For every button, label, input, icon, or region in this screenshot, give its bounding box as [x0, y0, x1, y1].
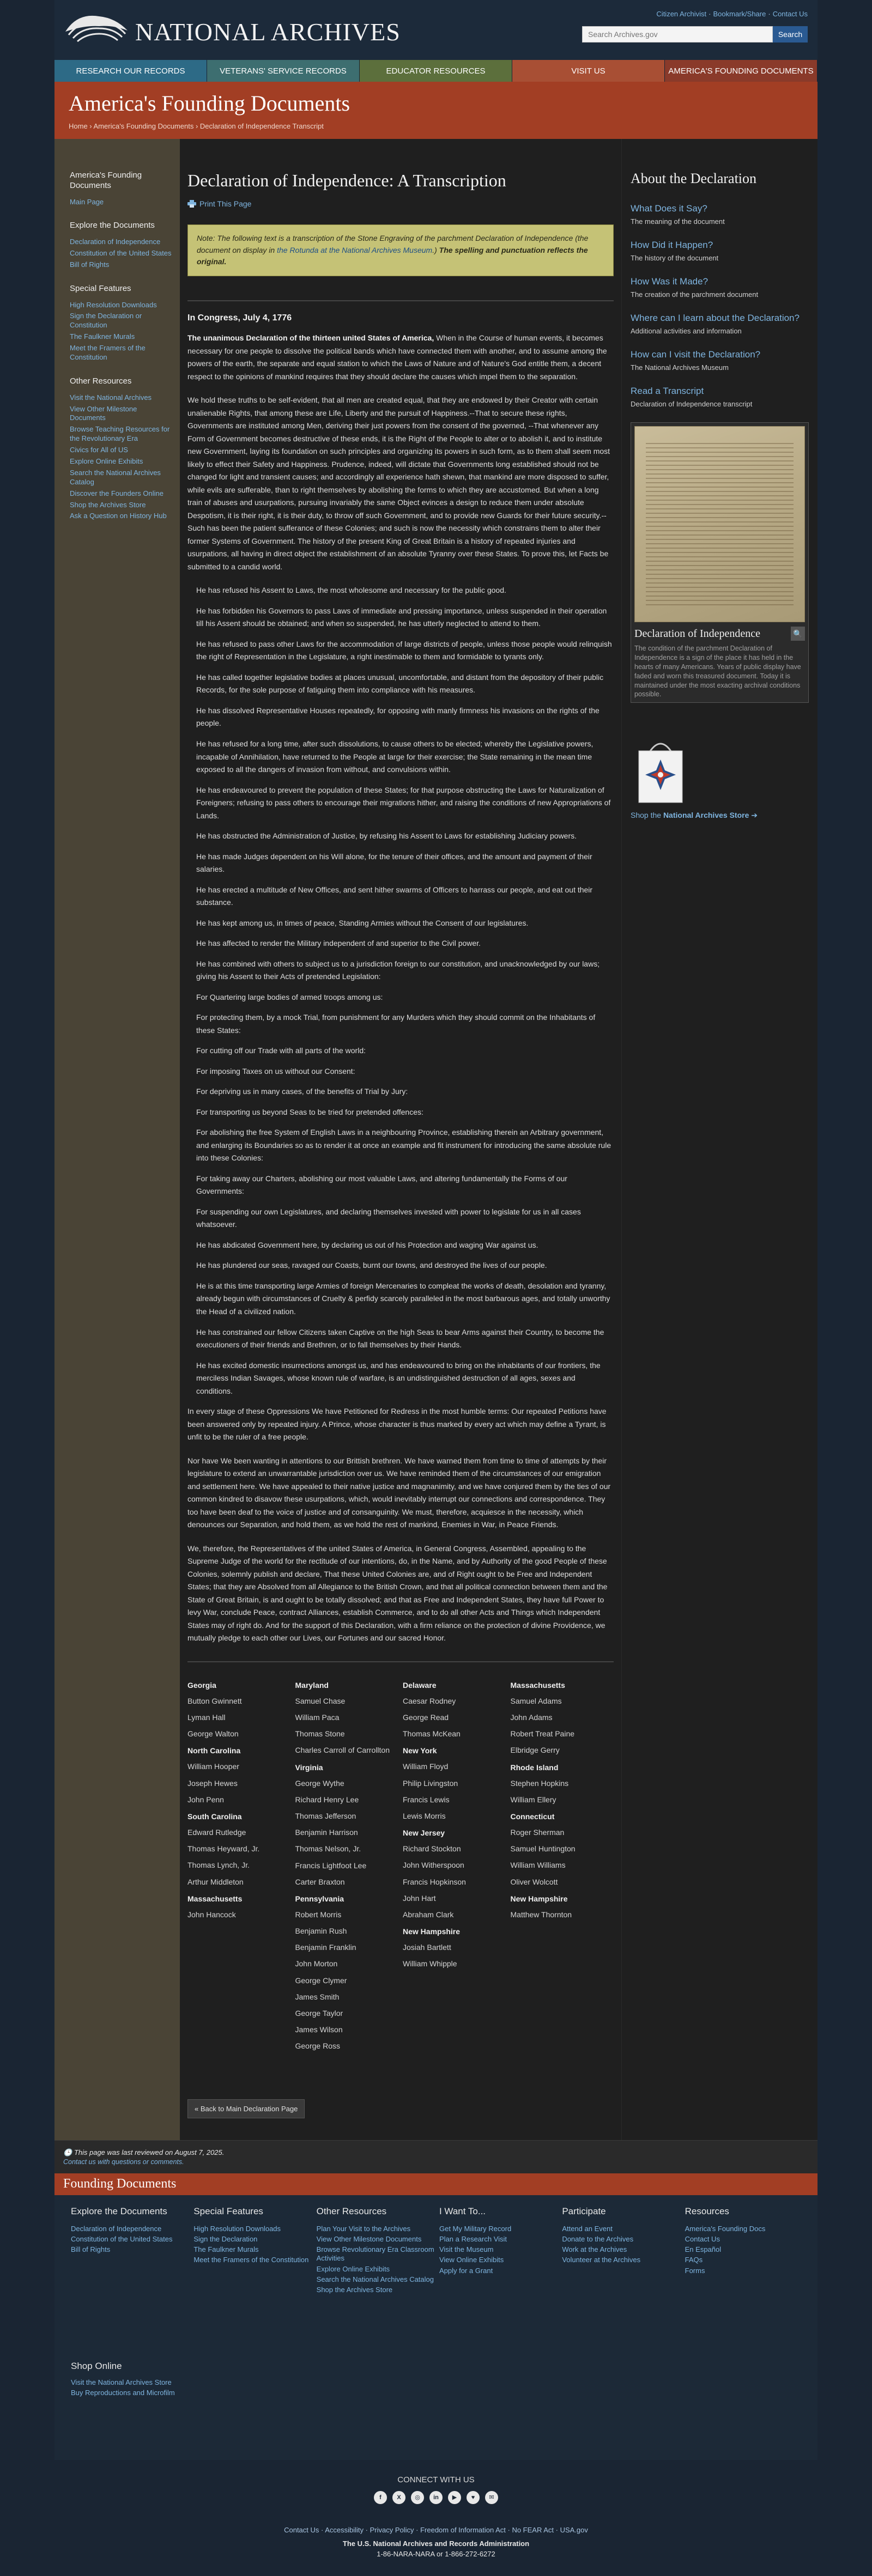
signer-name: Benjamin Harrison — [295, 1828, 358, 1837]
grievance-item: He has combined with others to subject us to a jurisdiction foreign to our constitution, and unacknowledged by our laws; giving his Assent to their Acts of pretended Legislation: — [196, 959, 600, 981]
review-bar — [55, 2140, 818, 2173]
footer-link[interactable]: Search the National Archives Catalog — [316, 2275, 434, 2283]
bookmark-share-link[interactable]: Bookmark/Share — [713, 10, 766, 18]
left-link[interactable]: Visit the National Archives — [70, 393, 152, 402]
footer-link[interactable]: Sign the Declaration — [193, 2234, 258, 2243]
site-search — [582, 26, 808, 42]
grievance-item: He has forbidden his Governors to pass Laws of immediate and pressing importance, unless suspended in their operation till his Assent should be obtained; and when so suspended, he has utterly neglected to attend to them. — [196, 606, 607, 628]
footer-link[interactable]: Get My Military Record — [439, 2224, 512, 2233]
signer-name: Thomas Lynch, Jr. — [187, 1861, 250, 1870]
signature-state: Maryland — [295, 1680, 329, 1690]
left-link[interactable]: High Resolution Downloads — [70, 300, 157, 309]
signer-name: George Ross — [295, 2042, 340, 2051]
grievance-item: He has excited domestic insurrections amongst us, and has endeavoured to bring on the inhabitants of our frontiers, the merciless Indian Savages, whose known rule of warfare, is an undistinguished destruction of all ages, sexes and conditions. — [196, 1360, 601, 1395]
signer-name: Thomas McKean — [403, 1729, 461, 1739]
separator: · — [708, 10, 711, 18]
footer-link[interactable]: View Other Milestone Documents — [316, 2234, 422, 2243]
phone-number: 1-86-NARA-NARA or 1-866-272-6272 — [377, 2549, 495, 2558]
main-content — [180, 139, 621, 2140]
legal-link[interactable]: USA.gov — [560, 2525, 588, 2534]
about-link[interactable]: How Did it Happen? — [631, 240, 713, 250]
footer-link[interactable]: Plan Your Visit to the Archives — [316, 2224, 411, 2233]
footer-link[interactable]: Buy Reproductions and Microfilm — [71, 2388, 175, 2397]
separator: · — [414, 2525, 421, 2534]
grievance-item: He has dissolved Representative Houses repeatedly, for opposing with manly firmness his invasions on the rights of the people. — [196, 706, 600, 728]
signer-name: Roger Sherman — [510, 1827, 565, 1837]
grievance-item: For suspending our own Legislatures, and declaring themselves invested with power to legislate for us in all cases whatsoever. — [196, 1207, 581, 1229]
signer-name: Edward Rutledge — [187, 1827, 246, 1837]
about-link[interactable]: Read a Transcript — [631, 386, 704, 396]
signer-name: William Hooper — [187, 1762, 239, 1771]
signer-name: Joseph Hewes — [187, 1778, 238, 1788]
left-group-title: Other Resources — [70, 376, 132, 386]
footer-link[interactable]: View Online Exhibits — [439, 2256, 504, 2264]
printer-icon — [187, 200, 196, 208]
grievance-item: He has constrained our fellow Citizens taken Captive on the high Seas to bear Arms against their Country, to become the executioners of their friends and Brethren, or to fall themselves by their Hands. — [196, 1327, 604, 1350]
footer-column — [562, 2206, 685, 2359]
left-link[interactable]: Constitution of the United States — [70, 249, 172, 258]
grievance-item: For protecting them, by a mock Trial, from punishment for any Murders which they should commit on the Inhabitants of these States: — [196, 1013, 596, 1035]
grievance-item: He has endeavoured to prevent the population of these States; for that purpose obstructing the Laws for Naturalization of Foreigners; refusing to pass others to encourage their migrations hither, and raising the conditions of new Appropriations of Lands. — [196, 785, 611, 820]
signer-name: John Hart — [403, 1893, 436, 1903]
breadcrumb[interactable]: Home › America's Founding Documents › Declaration of Independence Transcript — [69, 122, 324, 130]
transcription-note — [187, 224, 614, 276]
nav-educator-resources[interactable]: EDUCATOR RESOURCES — [360, 60, 512, 82]
footer-link[interactable]: High Resolution Downloads — [193, 2224, 281, 2233]
left-link[interactable]: Meet the Framers of the Constitution — [70, 344, 146, 362]
left-link[interactable]: The Faulkner Murals — [70, 332, 135, 341]
grievance-item: For cutting off our Trade with all parts of the world: — [196, 1046, 366, 1055]
petitions-paragraph: In every stage of these Oppressions We have Petitioned for Redress in the most humble terms: Our repeated Petitions have been answered only by repeated injury. A Prince, whose character is thus marked by every act which may define a Tyrant, is unfit to be the ruler of a free people. — [187, 1407, 607, 1442]
footer-column-title: Resources — [685, 2206, 729, 2216]
signer-name: Francis Lewis — [403, 1795, 450, 1804]
signer-name: John Witherspoon — [403, 1861, 464, 1870]
footer-column — [439, 2206, 562, 2359]
left-link[interactable]: Search the National Archives Catalog — [70, 468, 161, 486]
grievance-item: He is at this time transporting large Armies of foreign Mercenaries to compleat the works of death, desolation and tyranny, already begun with circumstances of Cruelty & perfidy scarcely paralleled in the most barbarous ages, and totally unworthy the Head of a civilized nation. — [196, 1281, 610, 1316]
contact-us-link[interactable]: Contact Us — [772, 10, 808, 18]
signer-name: William Williams — [510, 1861, 566, 1870]
footer-link[interactable]: Plan a Research Visit — [439, 2234, 507, 2243]
zoom-icon[interactable]: 🔍 — [791, 627, 805, 641]
declaration-image-card — [631, 422, 809, 703]
signer-name: Matthew Thornton — [510, 1910, 572, 1919]
footer-link[interactable]: Meet the Framers of the Constitution — [193, 2256, 309, 2264]
about-link[interactable]: How Was it Made? — [631, 276, 708, 287]
image-description: The condition of the parchment Declaration of Independence is a sign of the place it has held in the hearts of many Americans. Years of public display have faded and worn this treasured document. Today it is maintained under the most exacting archival conditions possible. — [634, 645, 801, 698]
signer-name: Robert Treat Paine — [510, 1729, 575, 1739]
signer-name: Samuel Adams — [510, 1696, 562, 1705]
left-group-title: Special Features — [70, 283, 131, 293]
signer-name: Lewis Morris — [403, 1811, 446, 1820]
left-link[interactable]: Browse Teaching Resources for the Revolutionary Era — [70, 425, 170, 443]
arrow-right-icon: ➔ — [749, 811, 758, 820]
signer-name: Carter Braxton — [295, 1877, 345, 1886]
footer-shop — [55, 2359, 818, 2460]
store-bag-image[interactable] — [631, 736, 691, 804]
signer-name: Thomas Stone — [295, 1729, 345, 1739]
left-group-title: America's Founding Documents — [70, 171, 142, 190]
footer-column-title: Other Resources — [316, 2206, 387, 2216]
footer-column-title: I Want To... — [439, 2206, 486, 2216]
about-desc: The history of the document — [631, 254, 719, 262]
footer-link[interactable]: Attend an Event — [562, 2224, 613, 2233]
legal-link[interactable]: Privacy Policy — [370, 2525, 414, 2534]
signer-name: Charles Carroll of Carrollton — [295, 1746, 390, 1755]
left-link-main-page[interactable]: Main Page — [70, 197, 104, 206]
signature-state: South Carolina — [187, 1812, 242, 1821]
email-icon[interactable]: ✉ — [485, 2491, 498, 2504]
store-prefix: Shop the — [631, 811, 663, 820]
about-desc: The creation of the parchment document — [631, 290, 759, 299]
congress-date: In Congress, July 4, 1776 — [187, 313, 292, 323]
search-button[interactable]: Search — [773, 26, 808, 42]
separator: · — [505, 2525, 512, 2534]
legal-link[interactable]: Freedom of Information Act — [420, 2525, 506, 2534]
footer-link[interactable]: Visit the National Archives Store — [71, 2378, 172, 2386]
footer-column-title: Participate — [562, 2206, 606, 2216]
signer-name: Lyman Hall — [187, 1713, 226, 1722]
signature-state: New Jersey — [403, 1828, 445, 1838]
signer-name: Caesar Rodney — [403, 1696, 456, 1705]
print-label: Print This Page — [199, 199, 252, 208]
signer-name: Benjamin Franklin — [295, 1943, 356, 1952]
note-text: .) — [432, 245, 439, 254]
separator: · — [554, 2525, 560, 2534]
footer-link[interactable]: Constitution of the United States — [71, 2234, 173, 2243]
section-banner — [55, 82, 818, 139]
x-icon[interactable]: X — [392, 2491, 405, 2504]
rotunda-link[interactable]: the Rotunda at the National Archives Museum — [277, 245, 433, 254]
nav-visit-us[interactable]: VISIT US — [512, 60, 665, 82]
search-input[interactable] — [582, 26, 773, 42]
main-nav — [55, 60, 818, 82]
review-text: This page was last reviewed on August 7, 2025. — [74, 2148, 225, 2156]
signer-name: George Clymer — [295, 1976, 347, 1985]
left-link[interactable]: Discover the Founders Online — [70, 489, 164, 497]
signer-name: Benjamin Rush — [295, 1927, 347, 1936]
signer-name: Francis Lightfoot Lee — [295, 1861, 367, 1870]
separator: · — [768, 10, 771, 18]
grievance-item: He has obstructed the Administration of Justice, by refusing his Assent to Laws for establishing Judiciary powers. — [196, 831, 577, 841]
back-to-declaration-button[interactable]: « Back to Main Declaration Page — [187, 2099, 305, 2118]
footer-column — [317, 2206, 439, 2359]
grievance-item: He has refused to pass other Laws for the accommodation of large districts of people, unless those people would relinquish the right of Representation in the Legislature, a right inestimable to them and formidable to tyrants only. — [196, 639, 612, 661]
print-page-link[interactable] — [187, 199, 614, 208]
store-link[interactable] — [631, 811, 809, 820]
signer-name: George Walton — [187, 1729, 239, 1739]
left-link[interactable]: Ask a Question on History Hub — [70, 512, 167, 520]
left-link[interactable]: Civics for All of US — [70, 446, 128, 454]
content-area — [55, 139, 818, 2140]
grievance-item: He has kept among us, in times of peace, Standing Armies without the Consent of our legislatures. — [196, 918, 529, 927]
parchment-texture — [646, 443, 794, 605]
eagle-logo-icon — [61, 10, 132, 48]
legal-links — [55, 2526, 818, 2534]
left-link[interactable]: Explore Online Exhibits — [70, 457, 143, 465]
signer-name: Thomas Jefferson — [295, 1811, 356, 1820]
left-sidebar — [55, 139, 180, 2140]
signature-state: Massachusetts — [510, 1680, 565, 1690]
footer-column — [193, 2206, 316, 2359]
signature-state: New York — [403, 1746, 437, 1755]
signer-name: Elbridge Gerry — [510, 1746, 560, 1755]
footer-title: Founding Documents — [63, 2177, 177, 2191]
about-link[interactable]: Where can I learn about the Declaration? — [631, 313, 800, 323]
declaration-paragraph: We, therefore, the Representatives of the united States of America, in General Congress, Assembled, appealing to the Supreme Judge of the world for the rectitude of our intentions, do, in the Name, and by Authority of the good People of these Colonies, solemnly publish and declare, That these United Colonies are, and of Right ought to be Free and Independent States; that they are Absolved from all Allegiance to the British Crown, and that all political connection between them and the State of Great Britain, is and ought to be totally dissolved; and that as Free and Independent States, they have full Power to levy War, conclude Peace, contract Alliances, establish Commerce, and to do all other Acts and Things which Independent States may of right do. And for the support of this Declaration, with a firm reliance on the protection of divine Providence, we mutually pledge to each other our Lives, our Fortunes and our sacred Honor. — [187, 1544, 608, 1643]
signer-name: Philip Livingston — [403, 1778, 458, 1788]
signer-name: Richard Stockton — [403, 1844, 461, 1854]
grievance-item: He has abdicated Government here, by declaring us out of his Protection and waging War against us. — [196, 1240, 538, 1249]
org-name: The U.S. National Archives and Records Administration — [342, 2539, 530, 2548]
signer-name: Oliver Wolcott — [510, 1877, 558, 1886]
signer-name: Samuel Chase — [295, 1696, 346, 1705]
footer-header — [55, 2173, 818, 2195]
left-link[interactable]: Shop the Archives Store — [70, 500, 146, 509]
left-group-title: Explore the Documents — [70, 221, 155, 230]
nav-veterans-records[interactable]: VETERANS' SERVICE RECORDS — [207, 60, 360, 82]
grievance-item: He has made Judges dependent on his Will alone, for the tenure of their offices, and the amount and payment of their salaries. — [196, 852, 592, 874]
signer-name: John Hancock — [187, 1910, 236, 1919]
signature-state: Delaware — [403, 1680, 437, 1690]
left-link[interactable]: Declaration of Independence — [70, 238, 161, 246]
section-title: America's Founding Documents — [69, 91, 350, 116]
signer-name: James Smith — [295, 1992, 340, 2001]
footer-link[interactable]: Bill of Rights — [71, 2245, 111, 2254]
legal-link[interactable]: No FEAR Act — [512, 2525, 554, 2534]
footer-link[interactable]: Visit the Museum — [439, 2245, 494, 2254]
connect-section — [55, 2460, 818, 2576]
separator: · — [319, 2525, 325, 2534]
grievance-item: For abolishing the free System of English Laws in a neighbouring Province, establishing therein an Arbitrary government, and enlarging its Boundaries so as to render it at once an example and fit instrument for introducing the same absolute rule into these Colonies: — [196, 1128, 611, 1163]
footer-columns — [55, 2195, 818, 2359]
shop-title: Shop Online — [71, 2360, 122, 2371]
footer-column — [71, 2206, 193, 2359]
signature-column — [511, 1681, 614, 2058]
signature-state: Massachusetts — [187, 1894, 243, 1903]
facebook-icon[interactable]: f — [374, 2491, 387, 2504]
brethren-paragraph: Nor have We been wanting in attentions to our Brittish brethren. We have warned them from time to time of attempts by their legislature to extend an unwarrantable jurisdiction over us. We have reminded them of the circumstances of our emigration and settlement here. We have appealed to their native justice and magnanimity, and we have conjured them by the ties of our common kindred to disavow these usurpations, which, would inevitably interrupt our connections and correspondence. They too have been deaf to the voice of justice and of consanguinity. We must, therefore, acquiesce in the necessity, which denounces our Separation, and hold them, as we hold the rest of mankind, Enemies in War, in Peace Friends. — [187, 1456, 611, 1529]
footer-column — [685, 2206, 808, 2359]
signature-state: New Hampshire — [510, 1894, 568, 1903]
preamble-text: When in the Course of human events, it becomes necessary for one people to dissolve the political bands which have connected them with another, and to assume among the powers of the earth, the separate and equal station to which the Laws of Nature and of Nature's God entitle them, a decent respect to the opinions of mankind requires that they should declare the causes which impel them to the separation. — [187, 333, 607, 381]
preamble-paragraph — [187, 332, 614, 383]
about-title: About the Declaration — [631, 171, 757, 186]
site-header — [55, 0, 818, 60]
separator: · — [364, 2525, 370, 2534]
footer-link[interactable]: Browse Revolutionary Era Classroom Activities — [316, 2245, 434, 2263]
about-desc: Declaration of Independence transcript — [631, 400, 753, 408]
signer-name: Robert Morris — [295, 1910, 342, 1919]
signer-name: Abraham Clark — [403, 1910, 454, 1919]
about-desc: The National Archives Museum — [631, 363, 729, 372]
signer-name: Stephen Hopkins — [510, 1778, 569, 1788]
footer-link[interactable]: Work at the Archives — [562, 2245, 627, 2254]
connect-title: CONNECT WITH US — [397, 2475, 475, 2484]
clock-icon: 🕒 — [63, 2148, 74, 2156]
last-reviewed — [63, 2148, 808, 2157]
about-list — [631, 203, 809, 408]
grievance-item: For Quartering large bodies of armed troops among us: — [196, 992, 383, 1001]
image-caption — [634, 627, 805, 641]
signature-state: Connecticut — [510, 1812, 555, 1821]
signer-name: Richard Henry Lee — [295, 1795, 359, 1804]
footer-link[interactable]: Volunteer at the Archives — [562, 2256, 641, 2264]
contact-comments-link[interactable]: Contact us with questions or comments. — [63, 2158, 184, 2166]
site-logo[interactable] — [61, 10, 401, 48]
about-desc: The meaning of the document — [631, 217, 725, 226]
grievance-item: He has called together legislative bodies at places unusual, uncomfortable, and distant from the depository of their public Records, for the sole purpose of fatiguing them into compliance with his measures. — [196, 672, 604, 695]
grievance-list — [187, 584, 614, 1398]
social-icon[interactable]: ♥ — [467, 2491, 480, 2504]
signer-name: Samuel Huntington — [510, 1844, 576, 1854]
footer-link[interactable]: Apply for a Grant — [439, 2266, 493, 2275]
signer-name: William Paca — [295, 1713, 340, 1722]
footer-link[interactable]: Forms — [685, 2266, 705, 2275]
signer-name: Francis Hopkinson — [403, 1877, 466, 1886]
grievance-item: For transporting us beyond Seas to be tried for pretended offences: — [196, 1107, 423, 1116]
right-sidebar — [621, 139, 818, 2140]
left-link[interactable]: Sign the Declaration or Constitution — [70, 312, 142, 330]
signer-name: William Whipple — [403, 1959, 457, 1969]
footer-link[interactable]: The Faulkner Murals — [193, 2245, 259, 2254]
declaration-image[interactable] — [634, 426, 805, 622]
signer-name: George Wythe — [295, 1778, 344, 1788]
page — [55, 0, 818, 2576]
page-title: Declaration of Independence: A Transcription — [187, 171, 506, 190]
nav-founding-documents[interactable]: AMERICA'S FOUNDING DOCUMENTS — [665, 60, 818, 82]
divider — [187, 1661, 614, 1662]
footer-link[interactable]: Donate to the Archives — [562, 2234, 634, 2243]
footer-link[interactable]: FAQs — [685, 2256, 703, 2264]
left-link[interactable]: Bill of Rights — [70, 260, 110, 269]
grievance-item: He has refused his Assent to Laws, the most wholesome and necessary for the public good. — [196, 586, 506, 595]
footer-column-title: Explore the Documents — [71, 2206, 167, 2216]
grievance-item: He has plundered our seas, ravaged our Coasts, burnt our towns, and destroyed the lives of our people. — [196, 1261, 547, 1270]
store-name: National Archives Store — [663, 811, 749, 820]
footer-link[interactable]: En Español — [685, 2245, 722, 2254]
signature-state: Georgia — [187, 1680, 216, 1690]
signer-name: George Taylor — [295, 2009, 343, 2018]
grievance-item: For depriving us in many cases, of the benefits of Trial by Jury: — [196, 1087, 408, 1096]
signer-name: William Ellery — [510, 1795, 556, 1804]
signer-name: Button Gwinnett — [187, 1696, 242, 1705]
signature-state: North Carolina — [187, 1746, 241, 1755]
signer-name: John Morton — [295, 1959, 338, 1969]
signature-column — [187, 1681, 291, 2058]
divider — [187, 300, 614, 301]
signer-name: John Adams — [510, 1713, 553, 1722]
signature-state: New Hampshire — [403, 1927, 461, 1936]
grievance-item: For taking away our Charters, abolishing our most valuable Laws, and altering fundamentally the Forms of our Governments: — [196, 1174, 567, 1196]
footer-link[interactable]: Explore Online Exhibits — [316, 2264, 390, 2273]
signer-name: William Floyd — [403, 1762, 449, 1771]
image-title: Declaration of Independence — [634, 627, 760, 640]
preamble-bold: The unanimous Declaration of the thirteen united States of America, — [187, 333, 434, 343]
footer-column-title: Special Features — [193, 2206, 263, 2216]
signature-column — [295, 1681, 399, 2058]
about-desc: Additional activities and information — [631, 327, 742, 335]
signatures — [187, 1681, 614, 2058]
legal-link[interactable]: Contact Us — [284, 2525, 319, 2534]
rights-paragraph: We hold these truths to be self-evident, that all men are created equal, that they are endowed by their Creator with certain unalienable Rights, that among these are Life, Liberty and the pursuit of Happiness.--That to secure these rights, Governments are instituted among Men, deriving their just powers from the consent of the governed, --That whenever any Form of Government becomes destructive of these ends, it is the Right of the People to alter or to abolish it, and to institute new Government, laying its foundation on such principles and organizing its powers in such form, as to them shall seem most likely to effect their Safety and Happiness. Prudence, indeed, will dictate that Governments long established should not be changed for light and transient causes; and accordingly all experience hath shewn, that mankind are more disposed to suffer, while evils are sufferable, than to right themselves by abolishing the forms to which they are accustomed. But when a long train of abuses and usurpations, pursuing invariably the same Object evinces a design to reduce them under absolute Despotism, it is their right, it is their duty, to throw off such Government, and to provide new Guards for their future security.--Such has been the patient sufferance of these Colonies; and such is now the necessity which constrains them to alter their former Systems of Government. The history of the present King of Great Britain is a history of repeated injuries and usurpations, all having in direct object the establishment of an absolute Tyranny over these States. To prove this, let Facts be submitted to a candid world. — [187, 396, 610, 571]
citizen-archivist-link[interactable]: Citizen Archivist — [656, 10, 707, 18]
grievance-item: He has refused for a long time, after such dissolutions, to cause others to be elected; whereby the Legislative powers, incapable of Annihilation, have returned to the People at large for their exercise; the State remaining in the mean time exposed to all the dangers of invasion from without, and convulsions within. — [196, 739, 594, 774]
signer-name: James Wilson — [295, 2025, 343, 2034]
utility-links — [656, 10, 808, 18]
footer-link[interactable]: Shop the Archives Store — [316, 2286, 393, 2294]
about-link[interactable]: How can I visit the Declaration? — [631, 349, 761, 360]
footer-link[interactable]: America's Founding Docs — [685, 2224, 766, 2233]
signer-name: Josiah Bartlett — [403, 1943, 451, 1952]
instagram-icon[interactable]: ◎ — [411, 2491, 424, 2504]
social-icons — [55, 2491, 818, 2504]
signature-state: Virginia — [295, 1763, 323, 1772]
note-bold: The spelling and punctuation reflects the original. — [197, 245, 588, 266]
signer-name: Thomas Heyward, Jr. — [187, 1844, 260, 1854]
signer-name: Thomas Nelson, Jr. — [295, 1844, 361, 1854]
footer-link[interactable]: Contact Us — [685, 2234, 720, 2243]
signature-column — [403, 1681, 506, 2058]
left-link[interactable]: View Other Milestone Documents — [70, 404, 137, 422]
note-text: Note: The following text is a transcription of the Stone Engraving of the parchment Declaration of Independence (the document on display in — [197, 234, 589, 254]
legal-link[interactable]: Accessibility — [325, 2525, 364, 2534]
grievance-item: He has erected a multitude of New Offices, and sent hither swarms of Officers to harrass our people, and eat out their substance. — [196, 885, 593, 907]
brand-name: NATIONAL ARCHIVES — [135, 17, 401, 46]
signer-name: John Penn — [187, 1795, 224, 1804]
grievance-item: For imposing Taxes on us without our Consent: — [196, 1066, 355, 1076]
linkedin-icon[interactable]: in — [429, 2491, 443, 2504]
signer-name: Arthur Middleton — [187, 1877, 244, 1886]
footer-link[interactable]: Declaration of Independence — [71, 2224, 162, 2233]
youtube-icon[interactable]: ▶ — [448, 2491, 461, 2504]
signature-state: Rhode Island — [510, 1763, 559, 1772]
about-link[interactable]: What Does it Say? — [631, 203, 707, 214]
nav-research-records[interactable]: RESEARCH OUR RECORDS — [55, 60, 207, 82]
grievance-item: He has affected to render the Military independent of and superior to the Civil power. — [196, 939, 481, 948]
signature-state: Pennsylvania — [295, 1894, 344, 1903]
signer-name: George Read — [403, 1713, 449, 1722]
